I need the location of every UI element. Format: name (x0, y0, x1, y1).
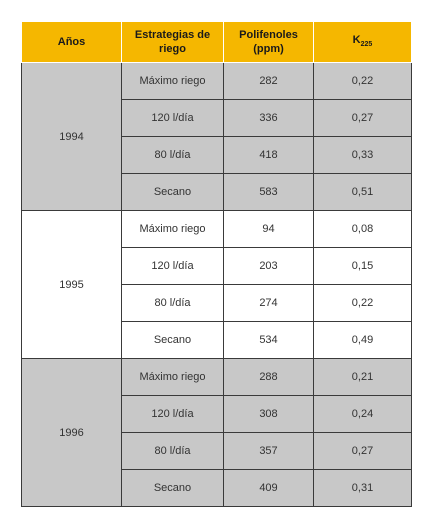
header-polyphenols-line2: (ppm) (253, 43, 284, 55)
polyphenols-cell: 288 (224, 359, 314, 396)
polyphenols-cell: 282 (224, 63, 314, 100)
k225-cell: 0,27 (314, 433, 412, 470)
header-years (22, 22, 122, 63)
header-strategy (122, 22, 224, 63)
strategy-cell: Máximo riego (122, 359, 224, 396)
polyphenols-cell: 336 (224, 100, 314, 137)
polyphenols-cell: 203 (224, 248, 314, 285)
header-strategy-line1: Estrategias de (134, 29, 211, 41)
k225-cell: 0,22 (314, 63, 412, 100)
k225-cell: 0,27 (314, 100, 412, 137)
polyphenols-cell: 94 (224, 211, 314, 248)
table-body (22, 63, 412, 507)
polyphenols-cell: 357 (224, 433, 314, 470)
table-row (22, 211, 412, 248)
table-row (22, 63, 412, 100)
k225-cell: 0,21 (314, 359, 412, 396)
strategy-cell: 120 l/día (122, 100, 224, 137)
strategy-cell: 120 l/día (122, 396, 224, 433)
header-k-main: K (352, 33, 361, 46)
strategy-cell: Secano (122, 470, 224, 507)
k225-cell: 0,31 (314, 470, 412, 507)
strategy-cell: Máximo riego (122, 63, 224, 100)
polyphenols-cell: 418 (224, 137, 314, 174)
k225-cell: 0,51 (314, 174, 412, 211)
strategy-cell: Secano (122, 174, 224, 211)
header-row (22, 22, 412, 63)
polyphenols-cell: 409 (224, 470, 314, 507)
strategy-cell: Secano (122, 322, 224, 359)
table-header (22, 22, 412, 63)
year-cell: 1996 (22, 359, 122, 507)
strategy-cell: 120 l/día (122, 248, 224, 285)
header-k-subscript: 225 (360, 40, 373, 48)
polyphenols-cell: 308 (224, 396, 314, 433)
year-cell: 1995 (22, 211, 122, 359)
k225-cell: 0,08 (314, 211, 412, 248)
data-table-container (21, 21, 411, 507)
k225-cell: 0,24 (314, 396, 412, 433)
k225-cell: 0,49 (314, 322, 412, 359)
header-strategy-line2: riego (159, 43, 186, 55)
header-polyphenols (224, 22, 314, 63)
header-polyphenols-line1: Polifenoles (239, 29, 298, 41)
strategy-cell: 80 l/día (122, 285, 224, 322)
polyphenols-cell: 534 (224, 322, 314, 359)
k225-cell: 0,15 (314, 248, 412, 285)
strategy-cell: 80 l/día (122, 137, 224, 174)
k225-cell: 0,33 (314, 137, 412, 174)
header-k225 (314, 22, 412, 63)
strategy-cell: 80 l/día (122, 433, 224, 470)
year-cell: 1994 (22, 63, 122, 211)
strategy-cell: Máximo riego (122, 211, 224, 248)
polyphenols-cell: 274 (224, 285, 314, 322)
table-row (22, 359, 412, 396)
header-years-label: Años (57, 36, 86, 48)
polyphenols-cell: 583 (224, 174, 314, 211)
k225-cell: 0,22 (314, 285, 412, 322)
irrigation-polyphenols-table (21, 21, 412, 507)
